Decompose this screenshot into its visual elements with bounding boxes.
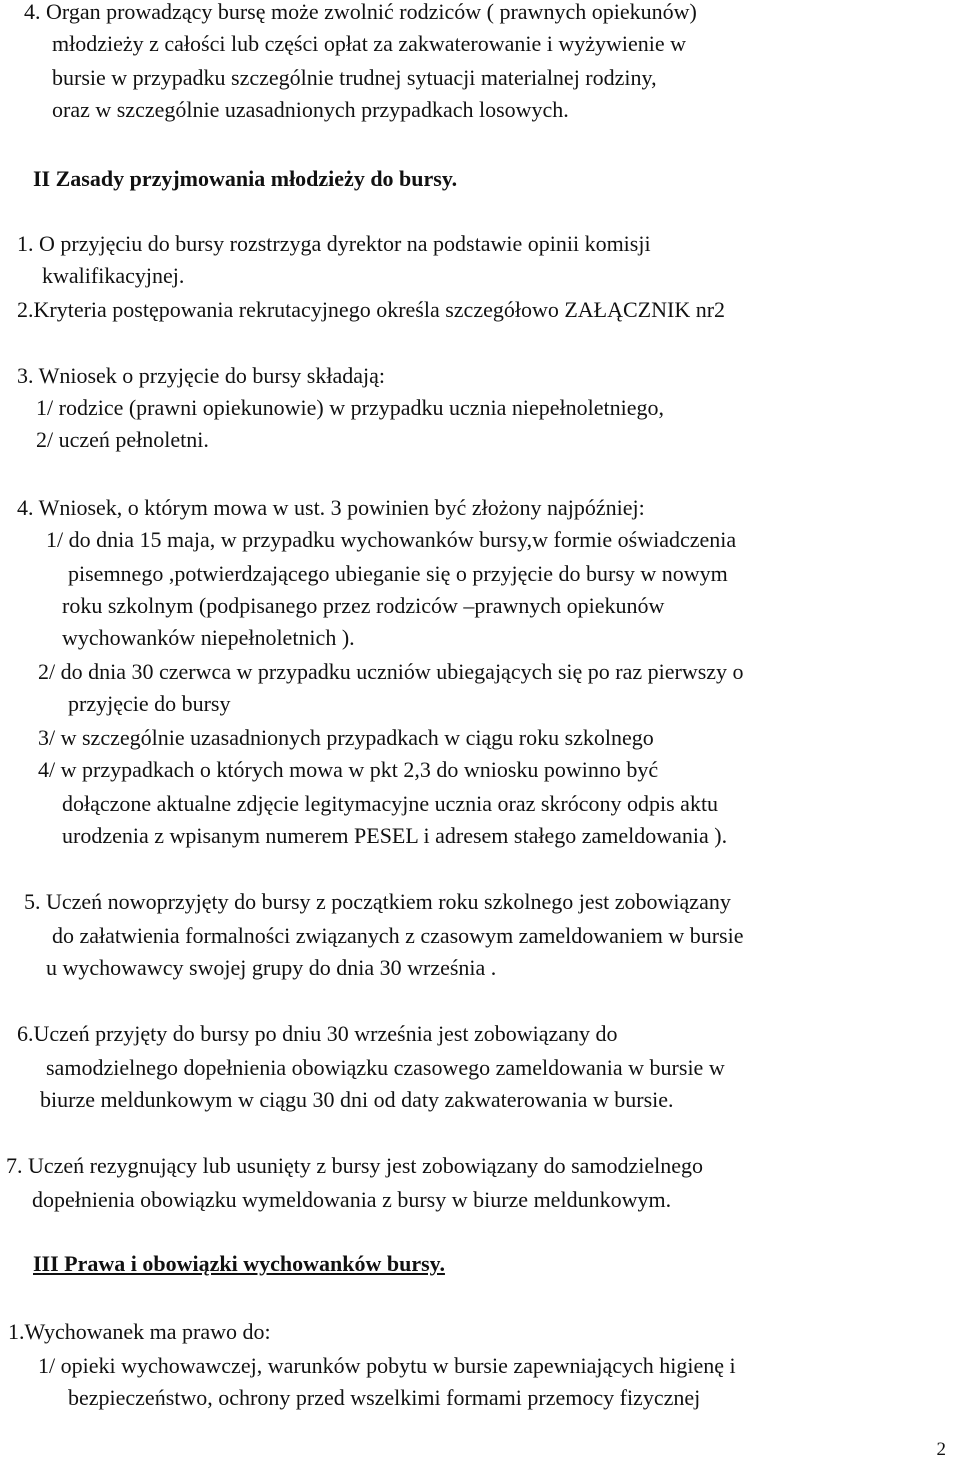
s2-6-line-3: biurze meldunkowym w ciągu 30 dni od daty zakwaterowania w bursie. <box>40 1087 674 1112</box>
section-3-heading: III Prawa i obowiązki wychowanków bursy. <box>33 1251 445 1276</box>
section-2-heading: II Zasady przyjmowania młodzieży do bursy. <box>33 166 458 191</box>
s2-7-line-1: 7. Uczeń rezygnujący lub usunięty z bursy jest zobowiązany do samodzielnego <box>6 1153 704 1178</box>
s3-1-line-2: 1/ opieki wychowawczej, warunków pobytu w bursie zapewniających higienę i <box>38 1353 736 1378</box>
s2-4-line-7: przyjęcie do bursy <box>68 691 231 716</box>
s2-4-line-11: urodzenia z wpisanym numerem PESEL i adresem stałego zameldowania ). <box>62 823 728 848</box>
s2-4-line-1: 4. Wniosek, o którym mowa w ust. 3 powinien być złożony najpóźniej: <box>17 495 645 520</box>
s2-4-line-2: 1/ do dnia 15 maja, w przypadku wychowanków bursy,w formie oświadczenia <box>46 527 737 552</box>
page-number: 2 <box>936 1439 946 1460</box>
s2-1-line-2: kwalifikacyjnej. <box>42 263 185 288</box>
s2-6-line-2: samodzielnego dopełnienia obowiązku czasowego zameldowania w bursie w <box>46 1055 725 1080</box>
s2-3-line-1: 3. Wniosek o przyjęcie do bursy składają: <box>17 363 385 388</box>
p4-line-3: bursie w przypadku szczególnie trudnej sytuacji materialnej rodziny, <box>52 65 657 90</box>
s2-1-line-1: 1. O przyjęciu do bursy rozstrzyga dyrektor na podstawie opinii komisji <box>17 231 651 256</box>
p4-line-1: 4. Organ prowadzący bursę może zwolnić rodziców ( prawnych opiekunów) <box>24 0 697 24</box>
s3-1-line-1: 1.Wychowanek ma prawo do: <box>8 1319 271 1344</box>
p4-line-4: oraz w szczególnie uzasadnionych przypadkach losowych. <box>52 97 569 122</box>
s2-4-line-10: dołączone aktualne zdjęcie legitymacyjne ucznia oraz skrócony odpis aktu <box>62 791 719 816</box>
s2-5-line-1: 5. Uczeń nowoprzyjęty do bursy z początkiem roku szkolnego jest zobowiązany <box>24 889 731 914</box>
s2-4-line-4: roku szkolnym (podpisanego przez rodziców –prawnych opiekunów <box>62 593 665 618</box>
s3-1-line-3: bezpieczeństwo, ochrony przed wszelkimi formami przemocy fizycznej <box>68 1385 701 1410</box>
s2-5-line-3: u wychowawcy swojej grupy do dnia 30 września . <box>46 955 497 980</box>
s2-4-line-5: wychowanków niepełnoletnich ). <box>62 625 355 650</box>
s2-7-line-2: dopełnienia obowiązku wymeldowania z bursy w biurze meldunkowym. <box>32 1187 672 1212</box>
s2-6-line-1: 6.Uczeń przyjęty do bursy po dniu 30 września jest zobowiązany do <box>17 1021 618 1046</box>
s2-5-line-2: do załatwienia formalności związanych z czasowym zameldowaniem w bursie <box>52 923 744 948</box>
s2-3-line-2: 1/ rodzice (prawni opiekunowie) w przypadku ucznia niepełnoletniego, <box>36 395 664 420</box>
s2-3-line-3: 2/ uczeń pełnoletni. <box>36 427 209 452</box>
s2-4-line-3: pisemnego ,potwierdzającego ubieganie się o przyjęcie do bursy w nowym <box>68 561 728 586</box>
s2-4-line-9: 4/ w przypadkach o których mowa w pkt 2,3 do wniosku powinno być <box>38 757 659 782</box>
p4-line-2: młodzieży z całości lub części opłat za zakwaterowanie i wyżywienie w <box>52 31 687 56</box>
s2-4-line-8: 3/ w szczególnie uzasadnionych przypadkach w ciągu roku szkolnego <box>38 725 654 750</box>
s2-2-line: 2.Kryteria postępowania rekrutacyjnego określa szczegółowo ZAŁĄCZNIK nr2 <box>17 297 726 322</box>
s2-4-line-6: 2/ do dnia 30 czerwca w przypadku uczniów ubiegających się po raz pierwszy o <box>38 659 744 684</box>
